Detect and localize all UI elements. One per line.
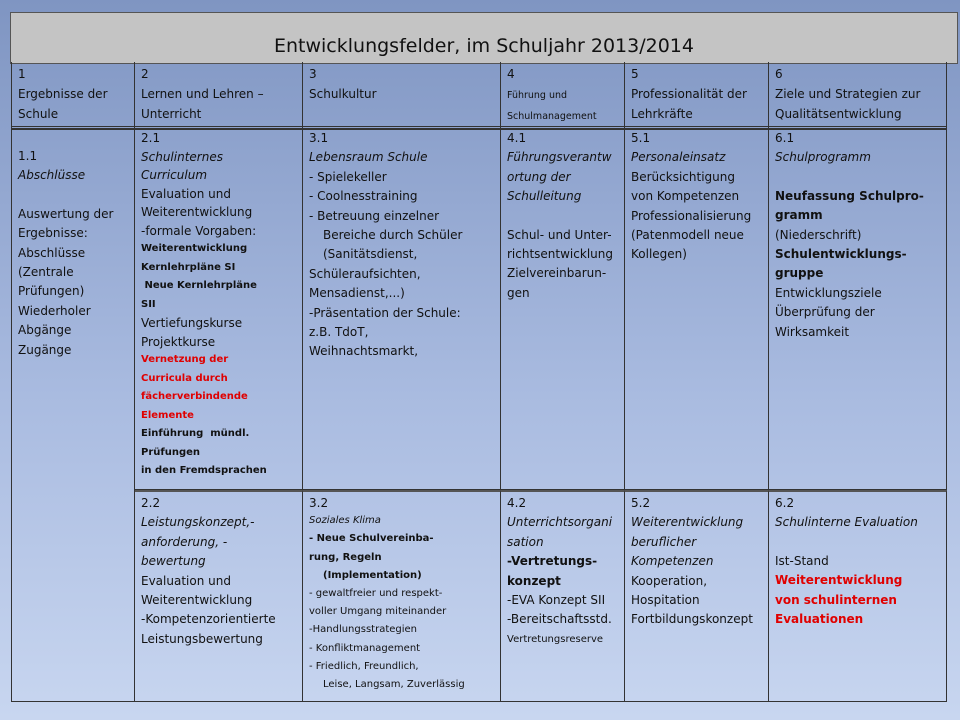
cell-line: Abgänge bbox=[18, 323, 72, 338]
cell-line: Zugänge bbox=[18, 342, 72, 357]
cell-line: Vertiefungskurse bbox=[141, 316, 243, 330]
cell-line: Weiterentwicklung bbox=[141, 205, 253, 219]
cell-line: - Spielekeller bbox=[309, 169, 387, 184]
cell-3-1 bbox=[303, 126, 501, 490]
cell-line: - gewaltfreier und respekt- bbox=[309, 588, 443, 600]
cell-line: Abschlüsse bbox=[18, 245, 86, 260]
cell-title: Curriculum bbox=[141, 168, 208, 182]
cell-red-line: Weiterentwicklung bbox=[775, 573, 903, 588]
cell-line: Evaluation und bbox=[141, 573, 231, 588]
header-label: Schulkultur bbox=[309, 87, 377, 101]
cell-title: Unterrichtsorgani bbox=[507, 515, 613, 530]
cell-title: beruflicher bbox=[631, 534, 697, 549]
cell-line: Projektkurse bbox=[141, 334, 216, 349]
cell-number: 2.1 bbox=[141, 131, 161, 145]
cell-number: 5.1 bbox=[631, 131, 651, 145]
cell-5-2 bbox=[625, 490, 769, 702]
cell-title: Personaleinsatz bbox=[631, 150, 726, 165]
header-label: Lernen und Lehren – Unterricht bbox=[141, 87, 264, 121]
cell-bold-line: gramm bbox=[775, 208, 823, 223]
cell-bold-line: Neufassung Schulpro- bbox=[775, 188, 924, 203]
cell-bold-line: Neue Kernlehrpläne bbox=[141, 280, 257, 291]
cell-number: 6.2 bbox=[775, 496, 795, 510]
cell-title: Schulinterne Evaluation bbox=[775, 515, 918, 530]
cell-title: Schulinternes bbox=[141, 149, 223, 164]
cell-line: gen bbox=[507, 285, 530, 300]
cell-title: Soziales Klima bbox=[309, 515, 381, 527]
header-row bbox=[11, 62, 947, 123]
cell-line: - Betreuung einzelner bbox=[309, 208, 440, 223]
cell-number: 6.1 bbox=[775, 131, 795, 145]
cell-bold-line: - Neue Schulvereinba- bbox=[309, 533, 434, 545]
cell-line: Prüfungen) bbox=[18, 284, 85, 299]
cell-line: Kooperation, bbox=[631, 573, 708, 588]
cell-line: -Bereitschaftsstd. bbox=[507, 612, 612, 627]
cell-6-2 bbox=[769, 490, 947, 702]
cell-line: Berücksichtigung bbox=[631, 169, 735, 184]
content-table bbox=[11, 126, 947, 702]
cell-line: Schul- und Unter- bbox=[507, 227, 612, 242]
header-label: Führung und Schulmanagement bbox=[507, 90, 597, 122]
cell-1-1 bbox=[11, 126, 135, 702]
cell-line: Leistungsbewertung bbox=[141, 631, 263, 646]
cell-line: Ergebnisse: bbox=[18, 226, 88, 241]
cell-line: z.B. TdoT, bbox=[309, 325, 369, 340]
header-col-2 bbox=[135, 62, 303, 130]
cell-title: bewertung bbox=[141, 554, 206, 569]
cell-red-line: Vernetzung der bbox=[141, 354, 229, 365]
cell-red-line: von schulinternen bbox=[775, 592, 897, 607]
cell-line: Mensadienst,...) bbox=[309, 286, 405, 301]
cell-line: - Konfliktmanagement bbox=[309, 642, 421, 654]
cell-line: Fortbildungskonzept bbox=[631, 612, 753, 627]
cell-line: Weihnachtsmarkt, bbox=[309, 344, 419, 359]
header-label: Professionalität der Lehrkräfte bbox=[631, 87, 747, 121]
cell-number: 2.2 bbox=[141, 496, 161, 510]
cell-bold-line: SII bbox=[141, 298, 156, 310]
cell-line: Überprüfung der bbox=[775, 305, 875, 320]
cell-2-2 bbox=[135, 490, 303, 702]
header-num: 2 bbox=[141, 67, 149, 81]
header-num: 1 bbox=[18, 67, 26, 81]
cell-bold-line: Weiterentwicklung bbox=[141, 243, 248, 254]
cell-bold-line: in den Fremdsprachen bbox=[141, 465, 267, 476]
cell-title: Schulprogramm bbox=[775, 150, 871, 165]
cell-bold-line: -Vertretungs- bbox=[507, 554, 598, 569]
cell-line: Vertretungsreserve bbox=[507, 633, 604, 645]
cell-bold-line: (Implementation) bbox=[323, 569, 422, 581]
cell-line: Entwicklungsziele bbox=[775, 285, 882, 300]
cell-line: -formale Vorgaben: bbox=[141, 223, 257, 238]
header-num: 5 bbox=[631, 67, 639, 81]
cell-number: 4.2 bbox=[507, 496, 527, 510]
cell-line: Ist-Stand bbox=[775, 553, 829, 568]
cell-line: von Kompetenzen bbox=[631, 189, 740, 204]
cell-line: -EVA Konzept SII bbox=[507, 593, 606, 608]
cell-line: (Zentrale bbox=[18, 265, 74, 280]
cell-line: - Friedlich, Freundlich, bbox=[309, 660, 419, 672]
cell-line: Professionalisierung bbox=[631, 208, 752, 223]
cell-line: (Niederschrift) bbox=[775, 227, 862, 242]
cell-title: Schulleitung bbox=[507, 189, 582, 204]
cell-line: richtsentwicklung bbox=[507, 247, 613, 262]
cell-line: Kollegen) bbox=[631, 247, 687, 262]
cell-number: 1.1 bbox=[18, 149, 38, 163]
header-label: Ziele und Strategien zur Qualitätsentwicklung bbox=[775, 87, 921, 121]
slide-title: Entwicklungsfelder, im Schuljahr 2013/2014 bbox=[273, 35, 694, 57]
cell-title: ortung der bbox=[507, 169, 571, 184]
cell-line: (Sanitätsdienst, bbox=[323, 247, 418, 262]
cell-line: Wirksamkeit bbox=[775, 324, 850, 339]
cell-number: 3.2 bbox=[309, 496, 329, 510]
cell-bold-line: Prüfungen bbox=[141, 446, 201, 458]
cell-number: 5.2 bbox=[631, 496, 651, 510]
cell-title: Weiterentwicklung bbox=[631, 515, 744, 530]
cell-line: Leise, Langsam, Zuverlässig bbox=[323, 679, 465, 691]
cell-bold-line: rung, Regeln bbox=[309, 551, 382, 563]
cell-red-line: Evaluationen bbox=[775, 612, 864, 627]
cell-title: Kompetenzen bbox=[631, 554, 714, 569]
cell-line: -Kompetenzorientierte bbox=[141, 612, 276, 627]
cell-red-line: Curricula durch bbox=[141, 372, 228, 384]
title-box bbox=[10, 12, 958, 64]
cell-line: Weiterentwicklung bbox=[141, 593, 253, 608]
cell-line: Zielvereinbarun- bbox=[507, 266, 607, 281]
cell-4-1 bbox=[501, 126, 625, 490]
cell-line: -Handlungsstrategien bbox=[309, 624, 418, 636]
header-num: 4 bbox=[507, 67, 515, 81]
cell-bold-line: Schulentwicklungs- bbox=[775, 247, 907, 262]
cell-title: sation bbox=[507, 534, 544, 549]
cell-3-2 bbox=[303, 490, 501, 702]
cell-2-1 bbox=[135, 126, 303, 490]
cell-bold-line: Einführung mündl. bbox=[141, 428, 250, 439]
cell-line: Schüleraufsichten, bbox=[309, 266, 421, 281]
cell-line: voller Umgang miteinander bbox=[309, 606, 447, 618]
header-label: Ergebnisse der Schule bbox=[18, 87, 108, 121]
cell-line: Bereiche durch Schüler bbox=[323, 228, 463, 243]
cell-line: - Coolnesstraining bbox=[309, 189, 418, 204]
cell-bold-line: gruppe bbox=[775, 266, 824, 281]
cell-4-2 bbox=[501, 490, 625, 702]
cell-title: Lebensraum Schule bbox=[309, 150, 428, 165]
cell-5-1 bbox=[625, 126, 769, 490]
cell-bold-line: konzept bbox=[507, 573, 561, 588]
cell-title: Leistungskonzept,- bbox=[141, 515, 255, 530]
cell-title: anforderung, - bbox=[141, 534, 228, 549]
cell-6-1 bbox=[769, 126, 947, 490]
cell-line: Evaluation und bbox=[141, 186, 231, 201]
cell-line: (Patenmodell neue bbox=[631, 228, 744, 243]
header-col-1 bbox=[11, 62, 135, 130]
cell-number: 3.1 bbox=[309, 131, 329, 145]
cell-line: Auswertung der bbox=[18, 206, 114, 221]
cell-bold-line: Kernlehrpläne SI bbox=[141, 261, 236, 273]
header-num: 6 bbox=[775, 67, 783, 81]
header-col-5 bbox=[625, 62, 769, 130]
header-num: 3 bbox=[309, 67, 317, 81]
cell-title: Führungsverantw bbox=[507, 150, 612, 165]
header-col-6 bbox=[769, 62, 947, 130]
cell-red-line: fächerverbindende bbox=[141, 391, 248, 402]
cell-number: 4.1 bbox=[507, 131, 527, 145]
cell-line: Wiederholer bbox=[18, 303, 91, 318]
cell-title: Abschlüsse bbox=[18, 168, 86, 183]
header-col-4 bbox=[501, 62, 625, 130]
cell-red-line: Elemente bbox=[141, 409, 194, 421]
cell-line: -Präsentation der Schule: bbox=[309, 305, 461, 320]
header-col-3 bbox=[303, 62, 501, 130]
cell-line: Hospitation bbox=[631, 593, 700, 608]
